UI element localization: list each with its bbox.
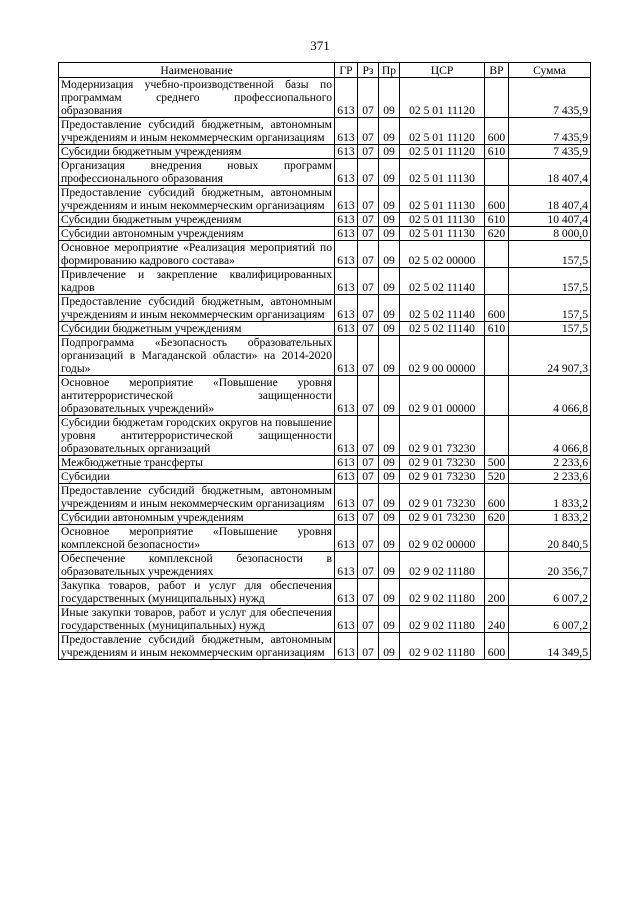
cell-vr: [485, 416, 509, 456]
cell-gr: 613: [335, 376, 358, 416]
cell-name: Закупка товаров, работ и услуг для обеспечения государственных (муниципальных) нужд: [59, 579, 335, 606]
cell-name: Иные закупки товаров, работ и услуг для обеспечения государственных (муниципальных) нужд: [59, 606, 335, 633]
table-row: [59, 470, 591, 484]
cell-csr: 02 9 02 11180: [400, 633, 485, 660]
page-number: 371: [310, 38, 330, 53]
cell-sum: 7 435,9: [509, 78, 591, 118]
cell-sum: 4 066,8: [509, 376, 591, 416]
cell-csr: 02 9 02 00000: [400, 525, 485, 552]
cell-rz: 07: [358, 78, 379, 118]
table-row: [59, 376, 591, 416]
cell-rz: 07: [358, 470, 379, 484]
cell-gr: 613: [335, 241, 358, 268]
table-row: [59, 484, 591, 511]
header-gr: ГР: [335, 63, 358, 78]
cell-pr: 09: [379, 579, 400, 606]
cell-rz: 07: [358, 227, 379, 241]
table-row: [59, 633, 591, 660]
cell-sum: 7 435,9: [509, 145, 591, 159]
cell-gr: 613: [335, 118, 358, 145]
cell-gr: 613: [335, 579, 358, 606]
cell-pr: 09: [379, 376, 400, 416]
cell-rz: 07: [358, 579, 379, 606]
cell-vr: [485, 552, 509, 579]
cell-vr: 600: [485, 118, 509, 145]
cell-pr: 09: [379, 633, 400, 660]
cell-gr: 613: [335, 416, 358, 456]
cell-csr: 02 5 02 11140: [400, 295, 485, 322]
cell-sum: 24 907,3: [509, 336, 591, 376]
cell-sum: 157,5: [509, 241, 591, 268]
table-row: [59, 186, 591, 213]
cell-csr: 02 5 01 11120: [400, 118, 485, 145]
cell-vr: [485, 336, 509, 376]
cell-vr: 520: [485, 470, 509, 484]
cell-pr: 09: [379, 213, 400, 227]
cell-pr: 09: [379, 145, 400, 159]
cell-csr: 02 9 01 73230: [400, 456, 485, 470]
cell-pr: 09: [379, 456, 400, 470]
cell-csr: 02 5 02 00000: [400, 241, 485, 268]
cell-name: Субсидии бюджетным учреждениям: [59, 213, 335, 227]
cell-gr: 613: [335, 159, 358, 186]
table-row: [59, 322, 591, 336]
cell-name: Основное мероприятие «Повышение уровня комплексной безопасности»: [59, 525, 335, 552]
cell-rz: 07: [358, 295, 379, 322]
cell-rz: 07: [358, 145, 379, 159]
cell-sum: 8 000,0: [509, 227, 591, 241]
cell-sum: 2 233,6: [509, 456, 591, 470]
cell-name: Организация внедрения новых программ профессионального образования: [59, 159, 335, 186]
cell-pr: 09: [379, 159, 400, 186]
cell-sum: 157,5: [509, 295, 591, 322]
cell-csr: 02 5 01 11130: [400, 213, 485, 227]
cell-gr: 613: [335, 336, 358, 376]
cell-csr: 02 9 01 73230: [400, 511, 485, 525]
cell-rz: 07: [358, 322, 379, 336]
cell-rz: 07: [358, 159, 379, 186]
cell-sum: 157,5: [509, 322, 591, 336]
cell-sum: 18 407,4: [509, 159, 591, 186]
cell-csr: 02 9 00 00000: [400, 336, 485, 376]
cell-gr: 613: [335, 145, 358, 159]
header-name: Наименование: [59, 63, 335, 78]
cell-vr: [485, 241, 509, 268]
cell-vr: 500: [485, 456, 509, 470]
table-row: [59, 525, 591, 552]
cell-vr: 600: [485, 186, 509, 213]
cell-gr: 613: [335, 268, 358, 295]
table-row: [59, 456, 591, 470]
cell-name: Обеспечение комплексной безопасности в образовательных учреждениях: [59, 552, 335, 579]
table-row: [59, 295, 591, 322]
table-body: [59, 78, 591, 660]
cell-pr: 09: [379, 606, 400, 633]
cell-csr: 02 9 01 73230: [400, 484, 485, 511]
table-row: [59, 268, 591, 295]
cell-sum: 20 356,7: [509, 552, 591, 579]
cell-sum: 6 007,2: [509, 579, 591, 606]
cell-vr: 620: [485, 227, 509, 241]
cell-name: Субсидии автономным учреждениям: [59, 511, 335, 525]
cell-gr: 613: [335, 552, 358, 579]
cell-name: Привлечение и закрепление квалифицированных кадров: [59, 268, 335, 295]
table-row: [59, 213, 591, 227]
cell-pr: 09: [379, 416, 400, 456]
table-row: [59, 416, 591, 456]
cell-csr: 02 5 01 11120: [400, 78, 485, 118]
cell-rz: 07: [358, 268, 379, 295]
cell-csr: 02 5 01 11120: [400, 145, 485, 159]
table-row: [59, 511, 591, 525]
cell-pr: 09: [379, 78, 400, 118]
header-pr: Пр: [379, 63, 400, 78]
cell-rz: 07: [358, 484, 379, 511]
cell-gr: 613: [335, 456, 358, 470]
cell-name: Межбюджетные трансферты: [59, 456, 335, 470]
cell-rz: 07: [358, 606, 379, 633]
cell-vr: 610: [485, 213, 509, 227]
cell-vr: 600: [485, 295, 509, 322]
cell-gr: 613: [335, 295, 358, 322]
cell-gr: 613: [335, 511, 358, 525]
cell-csr: 02 9 01 00000: [400, 376, 485, 416]
cell-gr: 613: [335, 606, 358, 633]
cell-vr: 200: [485, 579, 509, 606]
cell-sum: 10 407,4: [509, 213, 591, 227]
cell-vr: 610: [485, 145, 509, 159]
cell-sum: 157,5: [509, 268, 591, 295]
cell-name: Предоставление субсидий бюджетным, автономным учреждениям и иным некоммерческим организациям: [59, 118, 335, 145]
cell-name: Субсидии: [59, 470, 335, 484]
cell-csr: 02 5 02 11140: [400, 268, 485, 295]
cell-sum: 4 066,8: [509, 416, 591, 456]
table-row: [59, 78, 591, 118]
cell-sum: 18 407,4: [509, 186, 591, 213]
table-row: [59, 241, 591, 268]
cell-rz: 07: [358, 416, 379, 456]
cell-pr: 09: [379, 241, 400, 268]
cell-vr: 600: [485, 484, 509, 511]
cell-gr: 613: [335, 484, 358, 511]
cell-sum: 7 435,9: [509, 118, 591, 145]
cell-pr: 09: [379, 336, 400, 376]
cell-csr: 02 5 01 11130: [400, 159, 485, 186]
cell-pr: 09: [379, 295, 400, 322]
cell-name: Основное мероприятие «Реализация мероприятий по формированию кадрового состава»: [59, 241, 335, 268]
cell-csr: 02 5 02 11140: [400, 322, 485, 336]
cell-sum: 1 833,2: [509, 511, 591, 525]
cell-csr: 02 9 02 11180: [400, 606, 485, 633]
cell-vr: [485, 268, 509, 295]
cell-sum: 14 349,5: [509, 633, 591, 660]
cell-sum: 6 007,2: [509, 606, 591, 633]
cell-rz: 07: [358, 241, 379, 268]
cell-pr: 09: [379, 511, 400, 525]
cell-vr: 610: [485, 322, 509, 336]
cell-gr: 613: [335, 186, 358, 213]
cell-vr: 620: [485, 511, 509, 525]
cell-csr: 02 9 01 73230: [400, 470, 485, 484]
cell-rz: 07: [358, 633, 379, 660]
cell-gr: 613: [335, 78, 358, 118]
cell-rz: 07: [358, 456, 379, 470]
cell-sum: 2 233,6: [509, 470, 591, 484]
cell-pr: 09: [379, 525, 400, 552]
cell-csr: 02 9 02 11180: [400, 579, 485, 606]
cell-gr: 613: [335, 227, 358, 241]
cell-pr: 09: [379, 470, 400, 484]
cell-gr: 613: [335, 633, 358, 660]
cell-rz: 07: [358, 525, 379, 552]
cell-name: Субсидии бюджетным учреждениям: [59, 145, 335, 159]
cell-rz: 07: [358, 186, 379, 213]
table-row: [59, 552, 591, 579]
header-vr: ВР: [485, 63, 509, 78]
cell-vr: [485, 525, 509, 552]
cell-sum: 1 833,2: [509, 484, 591, 511]
cell-name: Модернизация учебно-производственной базы по программам среднего профессиопального образования: [59, 78, 335, 118]
cell-pr: 09: [379, 227, 400, 241]
cell-csr: 02 5 01 11130: [400, 227, 485, 241]
cell-rz: 07: [358, 511, 379, 525]
cell-name: Предоставление субсидий бюджетным, автономным учреждениям и иным некоммерческим организациям: [59, 186, 335, 213]
cell-csr: 02 9 01 73230: [400, 416, 485, 456]
cell-name: Предоставление субсидий бюджетным, автономным учреждениям и иным некоммерческим организациям: [59, 295, 335, 322]
cell-pr: 09: [379, 186, 400, 213]
table-row: [59, 118, 591, 145]
budget-table: [58, 62, 591, 660]
table-row: [59, 159, 591, 186]
header-csr: ЦСР: [400, 63, 485, 78]
cell-name: Субсидии бюджетным учреждениям: [59, 322, 335, 336]
cell-pr: 09: [379, 322, 400, 336]
cell-rz: 07: [358, 336, 379, 376]
table-row: [59, 145, 591, 159]
header-row: [59, 63, 591, 78]
cell-name: Субсидии автономным учреждениям: [59, 227, 335, 241]
cell-name: Предоставление субсидий бюджетным, автономным учреждениям и иным некоммерческим организациям: [59, 633, 335, 660]
cell-csr: 02 9 02 11180: [400, 552, 485, 579]
cell-name: Основное мероприятие «Повышение уровня антитеррористической защищенности образовательных учреждений»: [59, 376, 335, 416]
cell-pr: 09: [379, 484, 400, 511]
cell-gr: 613: [335, 470, 358, 484]
cell-csr: 02 5 01 11130: [400, 186, 485, 213]
cell-sum: 20 840,5: [509, 525, 591, 552]
cell-gr: 613: [335, 213, 358, 227]
cell-pr: 09: [379, 268, 400, 295]
table-row: [59, 227, 591, 241]
cell-name: Субсидии бюджетам городских округов на повышение уровня антитеррористической защищенности образовательных организаций: [59, 416, 335, 456]
cell-pr: 09: [379, 552, 400, 579]
header-rz: Рз: [358, 63, 379, 78]
cell-name: Предоставление субсидий бюджетным, автономным учреждениям и иным некоммерческим организациям: [59, 484, 335, 511]
cell-rz: 07: [358, 376, 379, 416]
cell-vr: 240: [485, 606, 509, 633]
cell-rz: 07: [358, 213, 379, 227]
table-header: [59, 63, 591, 78]
table-row: [59, 579, 591, 606]
cell-pr: 09: [379, 118, 400, 145]
cell-gr: 613: [335, 525, 358, 552]
cell-vr: [485, 159, 509, 186]
table-row: [59, 606, 591, 633]
cell-vr: [485, 376, 509, 416]
table-row: [59, 336, 591, 376]
cell-name: Подпрограмма «Безопасность образовательных организаций в Магаданской области» на 2014-2020 годы»: [59, 336, 335, 376]
cell-gr: 613: [335, 322, 358, 336]
cell-rz: 07: [358, 118, 379, 145]
cell-rz: 07: [358, 552, 379, 579]
cell-vr: [485, 78, 509, 118]
header-sum: Сумма: [509, 63, 591, 78]
cell-vr: 600: [485, 633, 509, 660]
